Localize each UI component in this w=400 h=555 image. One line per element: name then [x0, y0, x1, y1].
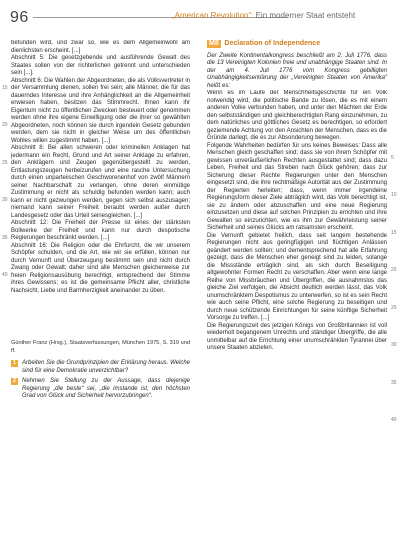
line-number: 30 [2, 197, 8, 203]
line-number: 10 [391, 192, 397, 198]
running-title-rest: Ein moderner Staat entsteht [253, 11, 356, 20]
left-paragraph: befunden wird, und zwar so, wie es dem Allgemeinwohl am dienlichsten erscheint. [...] [11, 40, 190, 54]
task-text: Arbeiten Sie die Grundprinzipien der Erklärung heraus. Welche sind für eine Demokratie unverzichtbar? [22, 360, 190, 374]
right-paragraph: Die Regierungszeit des jetzigen Königs von Großbritannien ist voll wiederholt begangenem Unrechts und ständiger Übergriffe, die alle unmittelbar auf die Errichtung einer unumschränkten Tyrannei über unsere Staaten abzielen. [207, 322, 387, 351]
source-citation: Günther Franz (Hrsg.), Staatsverfassungen, München 1975, S. 319 und ff. [11, 340, 190, 354]
line-number: 15 [2, 85, 8, 91]
left-paragraph: Abschnitt 6: Die Wahlen der Abgeordneten, die als Volksvertreter in der Versammlung dienen, sollen frei sein; alle Männer, die für das dauerndes Interesse und ihre Anhänglichkeit an die Allgemeinheit erwiesen haben, besitzen das Stimmrecht. Ihnen kann ihr Eigentum nicht zu öffentlichen Zwecken besteuert oder genommen werden ohne ihre eigene Einwilligung oder die ihrer so gewählten Abgeordneten, noch können sie durch irgendein Gesetz gebunden werden, dem sie nicht in gleicher Weise um des öffentlichen Wohles willen zugestimmt haben. [...] [11, 77, 190, 144]
right-column [207, 40, 387, 555]
left-paragraph: Abschnitt 12: Die Freiheit der Presse ist eines der stärksten Bollwerke der Freiheit und kann nur durch despotische Regierungen beschränkt werden. [...] [11, 220, 190, 241]
line-number: 30 [391, 342, 397, 348]
line-number: 40 [2, 272, 8, 278]
task-number-badge: 2 [12, 378, 17, 384]
left-paragraph: Abschnitt 5: Die gesetzgebende und ausführende Gewalt des Staates sollen von der richterlichen getrennt und unterschieden sein [...]. [11, 55, 190, 76]
running-title-highlight: „American Revolution“: [172, 11, 254, 20]
line-number: 25 [2, 160, 8, 166]
line-number: 20 [391, 267, 397, 273]
line-number: 5 [391, 155, 394, 161]
material-heading [207, 40, 387, 49]
page-number: 96 [10, 9, 29, 26]
material-intro: Der Zweite Kontinentalkongress beschließt am 2. Juli 1776, dass die 13 Vereinigten Kolonien freie und unabhängige Staaten sind. In der am 4. Juli 1776 vom Kongress gebilligten Unabhängigkeitserklärung der „Vereinigten Staaten von Amerika“ heißt es: [207, 52, 387, 89]
material-badge: M8 [209, 40, 219, 47]
line-number: 40 [391, 417, 397, 423]
task-number-badge: 1 [12, 360, 17, 366]
running-title [172, 11, 394, 20]
left-column [11, 40, 190, 404]
right-column-text [207, 90, 387, 555]
left-paragraph: Abschnitt 8: Bei allen schweren oder kriminellen Anklagen hat jedermann ein Recht, Grund und Art seiner Anklage zu erfahren, den Anklägern und Zeugen gegenübergestellt zu werden, Entlastungszeugen herbeizurufen und eine rasche Untersuchung durch einen unparteiischen Geschworenenhof von zwölf Männern seiner Nachbarschaft zu verlangen, ohne deren einmütige Zustimmung er nicht als schuldig befunden werden kann; auch kann er nicht gezwungen werden, gegen sich selbst auszusagen; niemand kann seiner Freiheit beraubt werden außer durch Landesgesetz oder das Urteil seinesgleichen. [...] [11, 145, 190, 219]
page-header [0, 0, 400, 34]
line-number: 35 [391, 380, 397, 386]
task-item [11, 360, 190, 375]
task-item [11, 378, 190, 401]
right-paragraph: Wenn es im Laufe der Menschheitsgeschichte für ein Volk notwendig wird, die politische Bande zu lösen, die es mit einem anderen Volke verbunden haben, und unter den Mächten der Erde den selbstständigen und gleichberechtigten Rang einzunehmen, zu dem natürliches und göttliches Gesetz es berechtigen, so erfordert geziemende Achtung vor den Ansichten der Menschen, dass es die Gründe darlegt, die es zur Absonderung bewegen. [207, 90, 387, 141]
line-number: 15 [391, 230, 397, 236]
line-number: 25 [391, 305, 397, 311]
right-paragraph: Die Vernunft gebietet freilich, dass seit langem bestehende Regierungen nicht aus geringfügigen und flüchtigen Anlässen geändert werden sollten; und dementsprechend hat alle Erfahrung gezeigt, dass die Menschen eher geneigt sind zu leiden, solange die Missstände erträglich sind, als sich durch Beseitigung altgewohnter Formen Recht zu verschaffen. Aber wenn eine lange Reihe von Missbräuchen und Übergriffen, die ausnahmslos das gleiche Ziel verfolgen, die Absicht deutlich werden lässt, das Volk unumschränktem Despotismus zu unterwerfen, so ist es sein Recht wie auch seine Pflicht, eine solche Regierung zu beseitigen und durch neue schützende Einrichtungen für seine künftige Sicherheit Vorsorge zu treffen. [...] [207, 232, 387, 321]
right-paragraph: Folgende Wahrheiten bedürfen für uns keines Beweises: Dass alle Menschen gleich geschaffen sind; dass sie von ihrem Schöpfer mit gewissen unveräußerlichen Rechten ausgestattet sind; dass dazu Leben, Freiheit und das Streben nach Glück gehören; dass zur Sicherung dieser Rechte Regierungen unter den Menschen eingesetzt sind, die ihre rechtmäßige Autorität aus der Zustimmung der Regierten herleiten; dass, wenn immer irgendeine Regierungsform dieser Ziele abträglich wird, das Volk berechtigt ist, sie zu ändern oder abzuschaffen und eine neue Regierung einzusetzen und diese auf solchen Prinzipien zu errichten und ihre Gewalten so einzurichten, wie es ihm zur Gewährleistung seiner Sicherheit und seines Glücks am ratsamsten erscheint. [207, 142, 387, 231]
left-paragraph: Abschnitt 16: Die Religion oder die Ehrfurcht, die wir unserem Schöpfer schulden, und die Art, wie wir sie erfüllen, können nur durch Vernunft und Überzeugung bestimmt sein und nicht durch Zwang oder Gewalt; daher sind alle Menschen gleicherweise zur freien Religionsausübung berechtigt, entsprechend der Stimme ihres Gewissens; es ist die gemeinsame Pflicht aller, christliche Nachsicht, Liebe und Barmherzigkeit aneinander zu üben. [11, 242, 190, 294]
material-title: Declaration of Independence [224, 40, 321, 47]
left-column-text [11, 40, 190, 340]
line-number: 20 [2, 122, 8, 128]
line-number: 35 [2, 235, 8, 241]
task-list [11, 360, 190, 401]
task-text: Nehmen Sie Stellung zu der Aussage, dass diejenige Regierung „die beste“ sei, „die imstande ist, den höchsten Grad von Glück und Sicherheit hervorzubringen“. [22, 378, 190, 399]
